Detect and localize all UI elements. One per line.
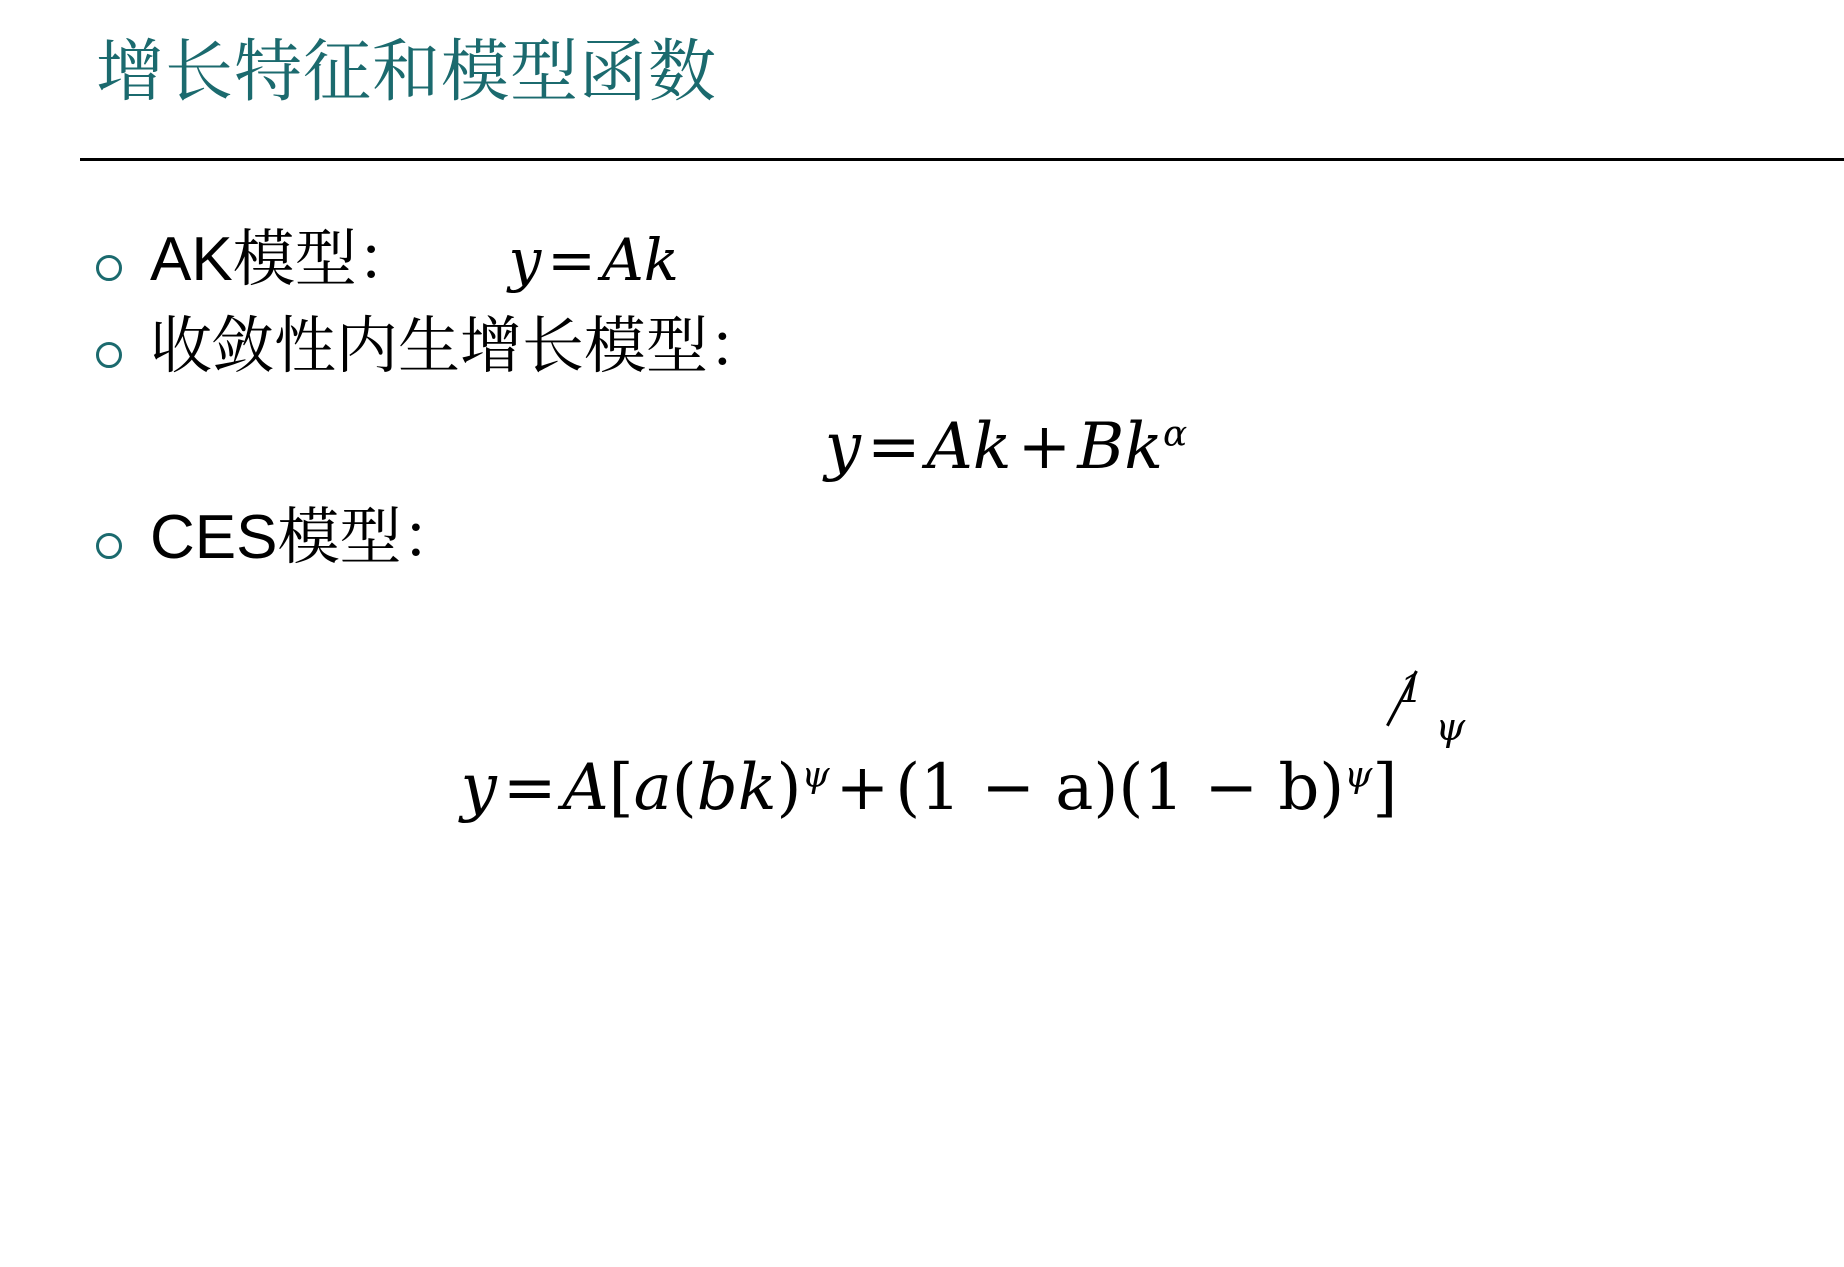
bullet-label-cjk: 收敛性内生增长模型：: [150, 308, 771, 382]
formula-ak-model: [508, 224, 678, 297]
formula-expression: [825, 410, 1187, 484]
bullet-label-latin: CES: [150, 503, 278, 572]
formula-outer-exponent-numerator: 1: [1399, 666, 1424, 711]
formula-rhs-a: A: [601, 226, 644, 294]
formula-equals: =: [547, 226, 596, 294]
formula-ak: Ak: [926, 410, 1012, 484]
formula-exponent-alpha: α: [1163, 413, 1188, 455]
formula-k: k: [1124, 410, 1163, 484]
formula-expression: [460, 666, 1472, 825]
bullet-label-latin: AK: [150, 225, 233, 294]
slide-body: [96, 220, 1796, 839]
bullet-label-cjk: 模型：: [232, 222, 419, 295]
formula-close-paren: ): [776, 750, 802, 825]
formula-b: B: [1077, 410, 1125, 484]
formula-plus: +: [1017, 410, 1072, 484]
formula-open-paren: (: [671, 750, 697, 825]
formula-y: y: [824, 410, 861, 484]
bullet-circle-icon: [96, 307, 150, 375]
formula-one-minus-a: (1 − a): [895, 750, 1119, 825]
bullet-circle-icon: [96, 498, 150, 566]
page-title: 增长特征和模型函数: [96, 33, 718, 112]
bullet-label-cjk: 模型：: [277, 500, 464, 573]
formula-outer-exponent-fraction: [1397, 666, 1471, 771]
formula-exponent-psi-2: ψ: [1344, 754, 1373, 796]
formula-one-minus-b: (1 − b): [1118, 750, 1345, 825]
formula-plus: +: [835, 750, 890, 825]
formula-exponent-psi-1: ψ: [801, 754, 830, 796]
formula-equals: =: [502, 750, 557, 825]
formula-a-coeff: A: [562, 750, 609, 825]
bullet-label-convergent: [150, 307, 770, 385]
formula-outer-exponent-denominator: ψ: [1435, 704, 1466, 749]
bullet-label-ces: [150, 498, 464, 577]
formula-open-bracket: [: [608, 750, 634, 825]
list-item: [96, 307, 1796, 385]
formula-lhs: y: [508, 226, 542, 294]
formula-a-weight: a: [633, 750, 672, 825]
formula-rhs-k: k: [643, 226, 679, 294]
bullet-circle-icon: [96, 220, 150, 288]
formula-convergent-growth: [96, 410, 1796, 484]
formula-bk: bk: [696, 750, 777, 825]
title-divider: [80, 158, 1844, 161]
formula-y: y: [460, 750, 497, 825]
formula-close-bracket: ]: [1372, 750, 1398, 825]
list-item: [96, 498, 1796, 577]
formula-equals: =: [866, 410, 921, 484]
formula-ces-function: [96, 666, 1796, 825]
list-item: [96, 220, 1796, 299]
bullet-label-ak: [150, 220, 679, 299]
